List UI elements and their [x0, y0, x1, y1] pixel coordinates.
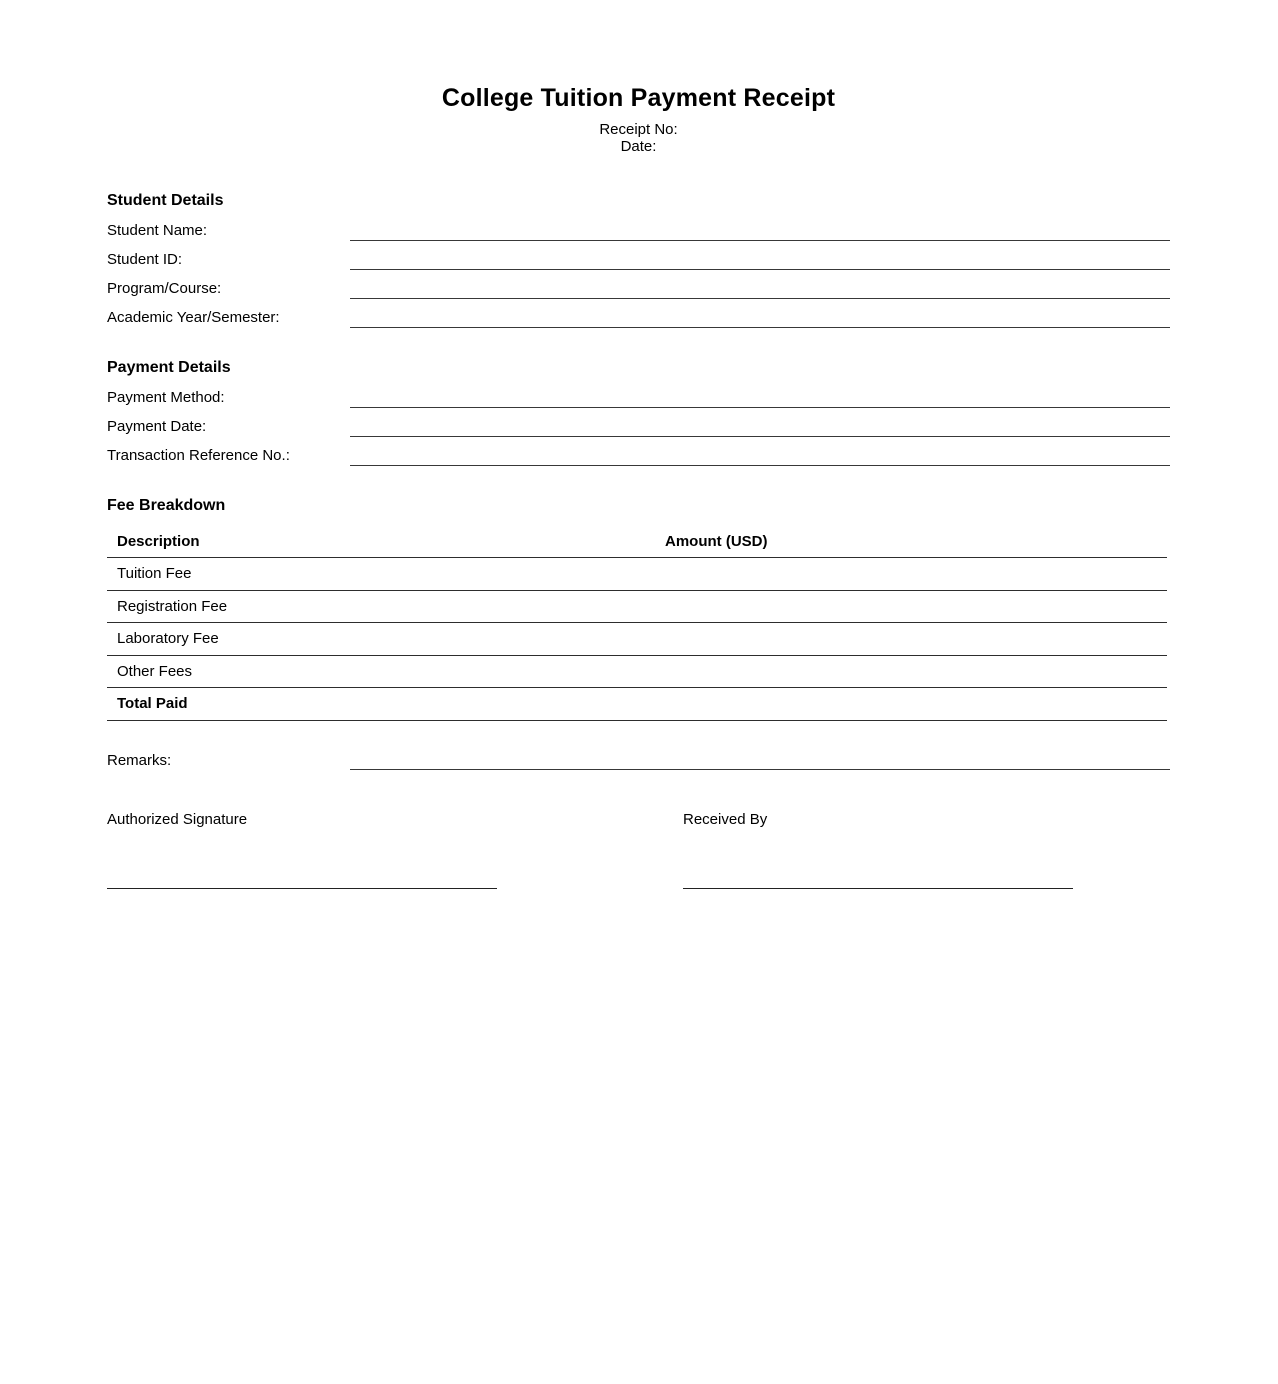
received-by-line: [683, 888, 1073, 889]
field-blank-line-student-name: [350, 240, 1170, 241]
received-by-label: Received By: [683, 810, 768, 828]
field-row-academic-year: [107, 299, 1170, 328]
fee-description-cell: Registration Fee: [117, 597, 228, 615]
field-blank-line-payment-method: [350, 407, 1170, 408]
total-paid-label-cell: Total Paid: [117, 695, 188, 713]
field-label-payment-date: Payment Date:: [107, 418, 207, 435]
field-label-program-course: Program/Course:: [107, 280, 222, 297]
receipt-no-line: Receipt No:: [599, 121, 678, 138]
authorized-signature-label: Authorized Signature: [107, 810, 248, 828]
field-blank-line-program-course: [350, 298, 1170, 299]
table-row-laboratory-fee: [107, 623, 1167, 656]
field-row-student-name: [107, 212, 1170, 241]
date-line: Date:: [620, 138, 657, 155]
field-row-transaction-ref: [107, 437, 1170, 466]
section-heading-payment-details: Payment Details: [107, 359, 231, 376]
field-blank-line-transaction-ref: [350, 465, 1170, 466]
field-row-remarks: [107, 742, 1170, 771]
fee-description-cell: Laboratory Fee: [117, 630, 219, 648]
section-heading-fee-breakdown: Fee Breakdown: [107, 497, 226, 514]
fee-table-header-row: [107, 526, 1167, 558]
field-label-student-id: Student ID:: [107, 251, 183, 268]
receipt-document: [0, 84, 1278, 1384]
table-row-other-fees: [107, 656, 1167, 689]
signature-lines-row: [107, 888, 1170, 889]
field-label-academic-year: Academic Year/Semester:: [107, 309, 280, 326]
field-row-payment-date: [107, 408, 1170, 437]
field-row-payment-method: [107, 379, 1170, 408]
field-label-transaction-ref: Transaction Reference No.:: [107, 447, 290, 464]
field-blank-line-remarks: [350, 769, 1170, 770]
page-title: College Tuition Payment Receipt: [441, 84, 836, 112]
field-label-student-name: Student Name:: [107, 222, 208, 239]
authorized-signature-line: [107, 888, 497, 889]
fee-description-cell: Other Fees: [117, 662, 193, 680]
field-row-program-course: [107, 270, 1170, 299]
column-header-description: Description: [117, 533, 200, 550]
table-row-registration-fee: [107, 591, 1167, 624]
field-label-payment-method: Payment Method:: [107, 389, 225, 406]
field-label-remarks: Remarks:: [107, 751, 172, 769]
table-row-tuition-fee: [107, 558, 1167, 591]
fee-table: [107, 526, 1167, 721]
fee-description-cell: Tuition Fee: [117, 565, 192, 583]
signature-labels-row: [107, 810, 1170, 829]
field-blank-line-student-id: [350, 269, 1170, 270]
section-heading-student-details: Student Details: [107, 192, 224, 209]
table-row-total-paid: [107, 688, 1167, 721]
column-header-amount: Amount (USD): [665, 533, 768, 550]
field-blank-line-payment-date: [350, 436, 1170, 437]
signature-gap: [497, 888, 683, 889]
field-row-student-id: [107, 241, 1170, 270]
field-blank-line-academic-year: [350, 327, 1170, 328]
